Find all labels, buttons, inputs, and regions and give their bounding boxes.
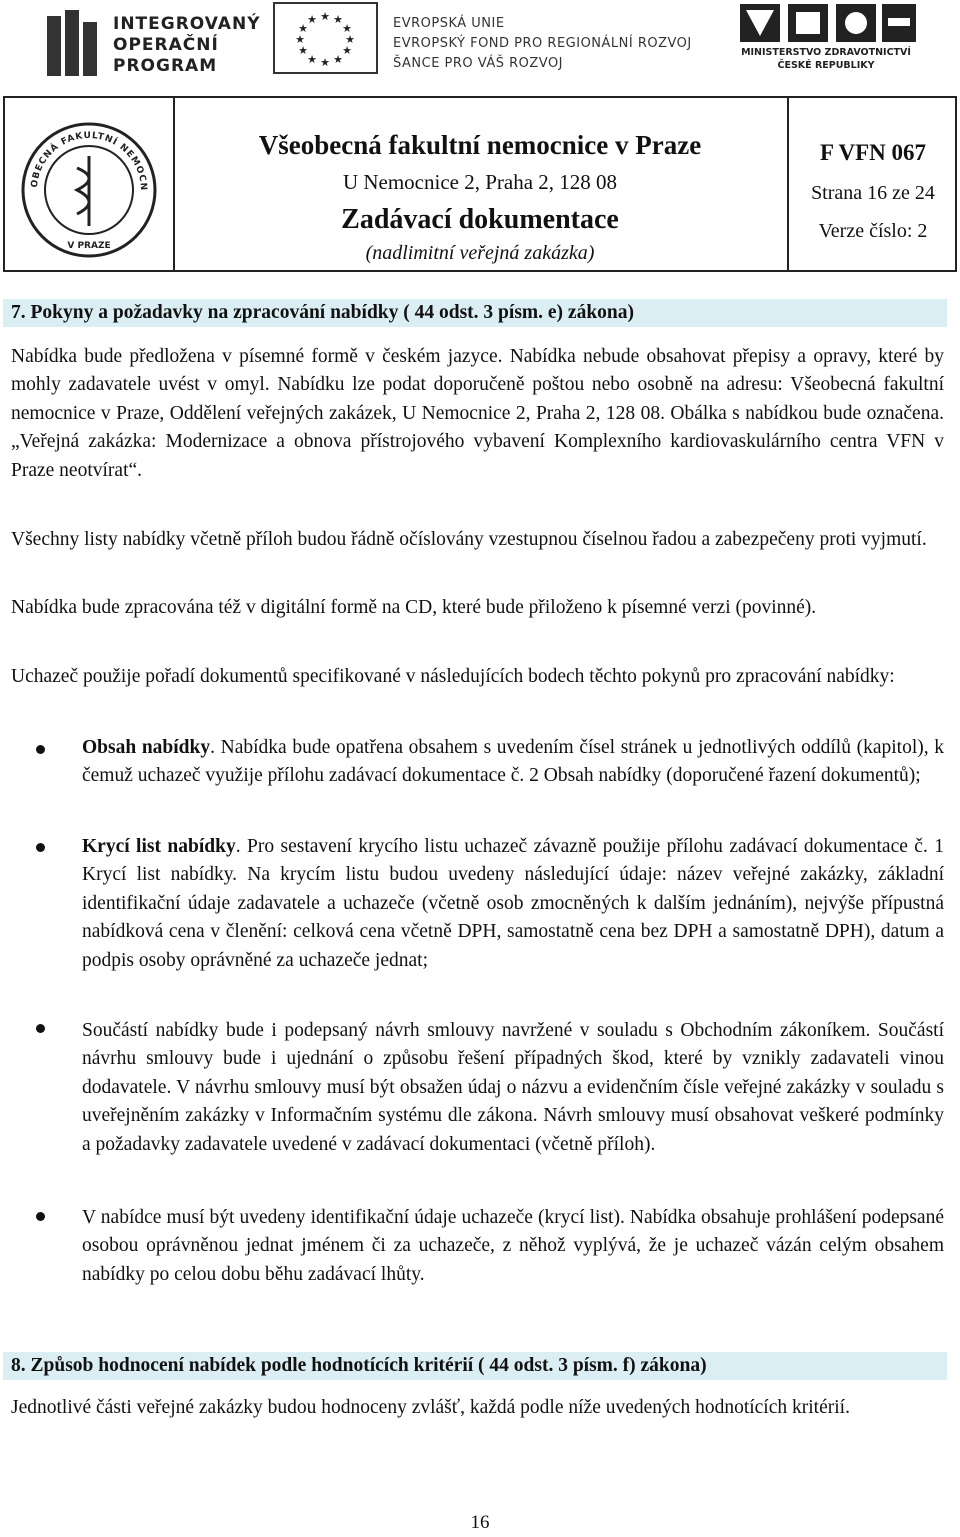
page-number: 16 — [470, 1512, 490, 1533]
iop-line1: INTEGROVANÝ — [113, 14, 261, 34]
svg-text:★: ★ — [320, 10, 330, 23]
list-item-obsah — [82, 734, 944, 791]
svg-text:★: ★ — [307, 53, 317, 66]
moh-line2: ČESKÉ REPUBLIKY — [777, 60, 875, 71]
ministry-mark-icon — [738, 2, 918, 46]
svg-text:★: ★ — [333, 13, 343, 26]
ministry-logo — [738, 2, 918, 78]
hospital-address: U Nemocnice 2, Praha 2, 128 08 — [342, 170, 618, 194]
bullet-icon — [36, 843, 45, 852]
svg-text:★: ★ — [298, 44, 308, 57]
list-item-kryci-list — [82, 833, 944, 975]
svg-text:VŠEOBECNÁ FAKULTNÍ NEMOCNICE — [5, 98, 148, 191]
eu-line2: EVROPSKÝ FOND PRO REGIONÁLNÍ ROZVOJ — [393, 36, 692, 51]
seal-ring-text: OBECNÁ FAKULTNÍ NEMOCN — [29, 130, 149, 192]
hospital-name: Všeobecná fakultní nemocnice v Praze — [258, 130, 702, 160]
svg-text:★: ★ — [345, 33, 355, 46]
svg-text:★: ★ — [342, 44, 352, 57]
eu-text — [393, 14, 692, 74]
page-indicator: Strana 16 ze 24 — [811, 182, 935, 204]
section-8-heading: 8. Způsob hodnocení nabídek podle hodnotících kritérií ( 44 odst. 3 písm. f) zákona) — [3, 1352, 947, 1380]
eu-flag-icon — [273, 2, 378, 74]
document-title: Zadávací dokumentace — [341, 204, 619, 235]
iop-mark-icon — [45, 8, 105, 78]
iop-logo — [45, 8, 261, 78]
section-7-heading: 7. Pokyny a požadavky na zpracování nabídky ( 44 odst. 3 písm. e) zákona) — [3, 299, 947, 327]
document-subtitle: (nadlimitní veřejná zakázka) — [365, 242, 595, 264]
list-item-smlouva: Součástí nabídky bude i podepsaný návrh smlouvy navržené v souladu s Obchodním zákoníkem. Součástí návrhu smlouvy bude i ujednání o způsobu řešení případných škod, které by vznikly zadavateli vinou dodavatele. V návrhu smlouvy musí být obsažen údaj o názvu a evidenčním čísle veřejné zakázky v souladu s uveřejněním zakázky v Informačním systému dle zákona. Návrh smlouvy musí obsahovat veškeré podmínky a požadavky zadavatele uvedené v zadávací dokumentaci (včetně příloh). — [82, 1020, 944, 1155]
list-item-obsah-title: Obsah nabídky — [82, 737, 211, 758]
iop-line2: OPERAČNÍ — [113, 35, 219, 55]
version-label: Verze číslo: 2 — [818, 220, 928, 242]
section-7-paragraph-4: Uchazeč použije pořadí dokumentů specifikované v následujících bodech těchto pokynů pro zpracování nabídky: — [11, 666, 895, 687]
svg-text:★: ★ — [333, 53, 343, 66]
svg-text:★: ★ — [342, 22, 352, 35]
meta-cell — [787, 98, 957, 270]
list-item-identifikace: V nabídce musí být uvedeny identifikační údaje uchazeče (krycí list). Nabídka obsahuje prohlášení podepsané osobou oprávněnou jednat jménem či za uchazeče, z něhož vyplývá, že je uchazeč vázán celým obsahem nabídky po celou dobu běhu zadávací lhůty. — [82, 1207, 944, 1285]
eu-line3: ŠANCE PRO VÁŠ ROZVOJ — [393, 56, 564, 71]
iop-line3: PROGRAM — [113, 56, 218, 76]
svg-text:★: ★ — [295, 33, 305, 46]
bullet-icon — [36, 1212, 45, 1221]
svg-text:★: ★ — [320, 56, 330, 69]
list-item-kryci-list-text: . Pro sestavení krycího listu uchazeč závazně použije přílohu zadávací dokumentace č. 1 Krycí list nabídky. Na krycím listu budou uvedeny následující údaje: název veřejné zakázky, základní identifikační údaje zadavatele a uchazeče (včetně osob zmocněných k dalším jednáním), nejvýše přípustná nabídková cena v členění: celková cena včetně DPH, samostatně cena bez DPH a samostatně DPH), datum a podpis osoby oprávněné za uchazeče jednat; — [82, 836, 944, 971]
bullet-icon — [36, 1024, 45, 1033]
svg-text:★: ★ — [298, 22, 308, 35]
section-7-paragraph-1: Nabídka bude předložena v písemné formě v českém jazyce. Nabídka nebude obsahovat přepisy a opravy, které by mohly zadavatele uvést v omyl. Nabídku lze podat doporučeně poštou nebo osobně na adresu: Všeobecná fakultní nemocnice v Praze, Oddělení veřejných zakázek, U Nemocnice 2, Praha 2, 128 08. Obálka s nabídkou bude označena. „Veřejná zakázka: Modernizace a obnova přístrojového vybavení Komplexního kardiovaskulárního centra VFN v Praze neotvírat“. — [11, 346, 944, 481]
moh-line1: MINISTERSTVO ZDRAVOTNICTVÍ — [741, 47, 911, 58]
form-code: F VFN 067 — [819, 140, 927, 165]
list-item-kryci-list-title: Krycí list nabídky — [82, 836, 236, 857]
hospital-seal-icon — [5, 98, 173, 270]
section-8-paragraph-1: Jednotlivé části veřejné zakázky budou hodnoceny zvlášť, každá podle níže uvedených hodnotících kritérií. — [11, 1397, 850, 1418]
bullet-icon — [36, 745, 45, 754]
section-7-paragraph-3: Nabídka bude zpracována též v digitální formě na CD, které bude přiloženo k písemné verzi (povinné). — [11, 597, 817, 618]
eu-line1: EVROPSKÁ UNIE — [393, 16, 505, 31]
section-7-paragraph-2: Všechny listy nabídky včetně příloh budou řádně očíslovány vzestupnou číselnou řadou a zabezpečeny proti vyjmutí. — [11, 529, 927, 550]
seal-bottom-text: V PRAZE — [67, 241, 111, 251]
svg-text:★: ★ — [307, 13, 317, 26]
seal-cell — [5, 98, 175, 270]
list-item-obsah-text: . Nabídka bude opatřena obsahem s uvedením čísel stránek u jednotlivých oddílů (kapitol), k čemuž uchazeč využije přílohu zadávací dokumentace č. 2 Obsah nabídky (doporučené řazení dokumentů); — [82, 737, 945, 787]
document-header — [3, 96, 957, 272]
